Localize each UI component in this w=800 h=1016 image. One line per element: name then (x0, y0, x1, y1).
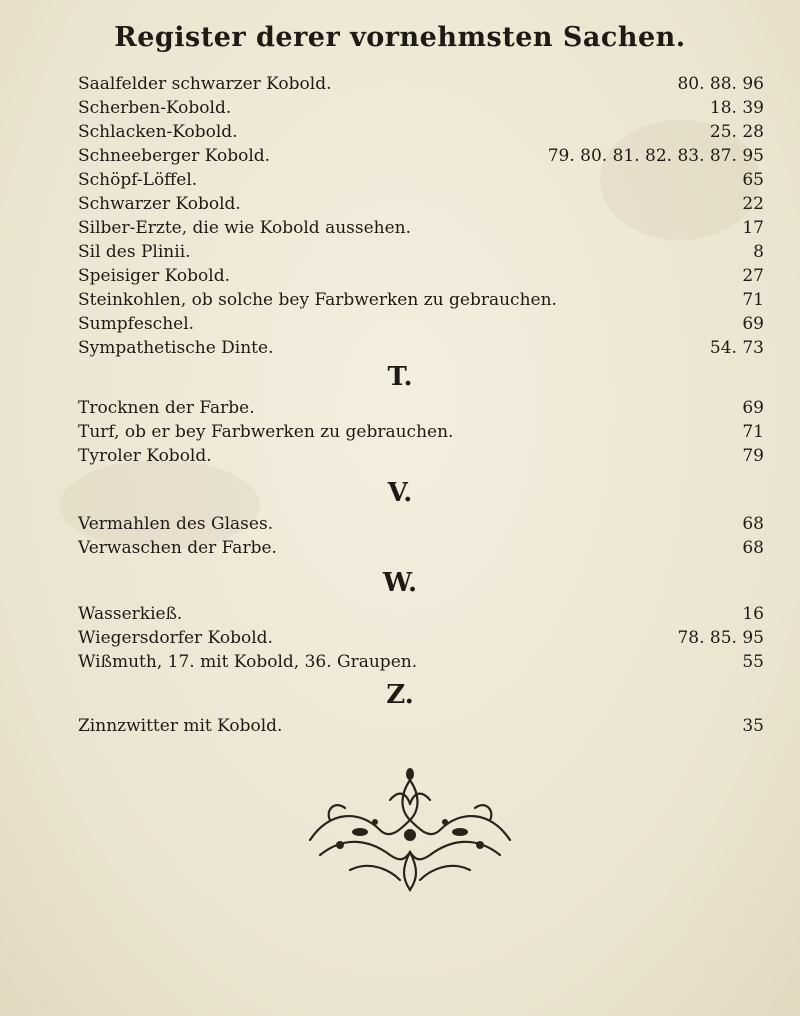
entry-label: Scherben-Kobold. (78, 98, 232, 118)
index-entry (0, 604, 800, 628)
entry-label: Schlacken-Kobold. (78, 122, 238, 142)
entry-label: Schöpf-Löffel. (78, 170, 198, 190)
index-entry (0, 422, 800, 446)
entry-label: Sil des Plinii. (78, 242, 191, 262)
index-entry (0, 338, 800, 362)
entry-pages: 55 (742, 652, 764, 672)
entry-pages: 8 (753, 242, 764, 262)
index-entry (0, 242, 800, 266)
entry-pages: 22 (742, 194, 764, 214)
index-entry (0, 398, 800, 422)
entry-pages: 17 (742, 218, 764, 238)
entry-pages: 27 (742, 266, 764, 286)
index-entry (0, 538, 800, 562)
entry-pages: 69 (742, 314, 764, 334)
index-entry (0, 446, 800, 470)
entry-pages: 79 (742, 446, 764, 466)
entry-pages: 54. 73 (709, 338, 764, 358)
entry-label: Speisiger Kobold. (78, 266, 230, 286)
entry-label: Verwaschen der Farbe. (78, 538, 277, 558)
entry-label: Tyroler Kobold. (78, 446, 212, 466)
index-entry (0, 266, 800, 290)
index-entry (0, 218, 800, 242)
entry-label: Vermahlen des Glases. (78, 514, 274, 534)
entry-label: Zinnzwitter mit Kobold. (78, 716, 283, 736)
entry-label: Sympathetische Dinte. (78, 338, 274, 358)
section-heading-z: Z. (386, 680, 414, 710)
entry-pages: 80. 88. 96 (677, 74, 764, 94)
section-heading-v: V. (387, 478, 413, 508)
index-entry (0, 514, 800, 538)
entry-label: Wißmuth, 17. mit Kobold, 36. Graupen. (78, 652, 418, 672)
index-entry (0, 652, 800, 676)
entry-pages: 71 (742, 422, 764, 442)
index-entry (0, 98, 800, 122)
entry-pages: 69 (742, 398, 764, 418)
entry-pages: 16 (742, 604, 764, 624)
entry-label: Schwarzer Kobold. (78, 194, 241, 214)
entry-pages: 68 (742, 538, 764, 558)
entry-label: Saalfelder schwarzer Kobold. (78, 74, 332, 94)
index-entry (0, 628, 800, 652)
entry-label: Turf, ob er bey Farbwerken zu gebrauchen. (78, 422, 454, 442)
entry-pages: 71 (742, 290, 764, 310)
index-entry (0, 314, 800, 338)
entry-label: Schneeberger Kobold. (78, 146, 271, 166)
entry-label: Wiegersdorfer Kobold. (78, 628, 273, 648)
entry-pages: 18. 39 (709, 98, 764, 118)
index-entry (0, 170, 800, 194)
entry-pages: 25. 28 (709, 122, 764, 142)
index-entry (0, 122, 800, 146)
index-entry (0, 146, 800, 170)
page-title: Register derer vornehmsten Sachen. (114, 22, 686, 53)
section-heading-w: W. (382, 568, 418, 598)
index-entry (0, 716, 800, 740)
entry-pages: 68 (742, 514, 764, 534)
entry-label: Sumpfeschel. (78, 314, 195, 334)
section-heading-t: T. (387, 362, 413, 392)
entry-label: Trocknen der Farbe. (78, 398, 255, 418)
index-entry (0, 194, 800, 218)
index-entry (0, 74, 800, 98)
index-entry (0, 290, 800, 314)
entry-pages: 35 (742, 716, 764, 736)
entry-label: Silber-Erzte, die wie Kobold aussehen. (78, 218, 412, 238)
floral-tailpiece-icon (290, 760, 530, 900)
entry-pages: 78. 85. 95 (677, 628, 764, 648)
entry-pages: 65 (742, 170, 764, 190)
entry-label: Steinkohlen, ob solche bey Farbwerken zu gebrauchen. (78, 290, 557, 310)
entry-label: Wasserkieß. (78, 604, 183, 624)
entry-pages: 79. 80. 81. 82. 83. 87. 95 (547, 146, 764, 166)
